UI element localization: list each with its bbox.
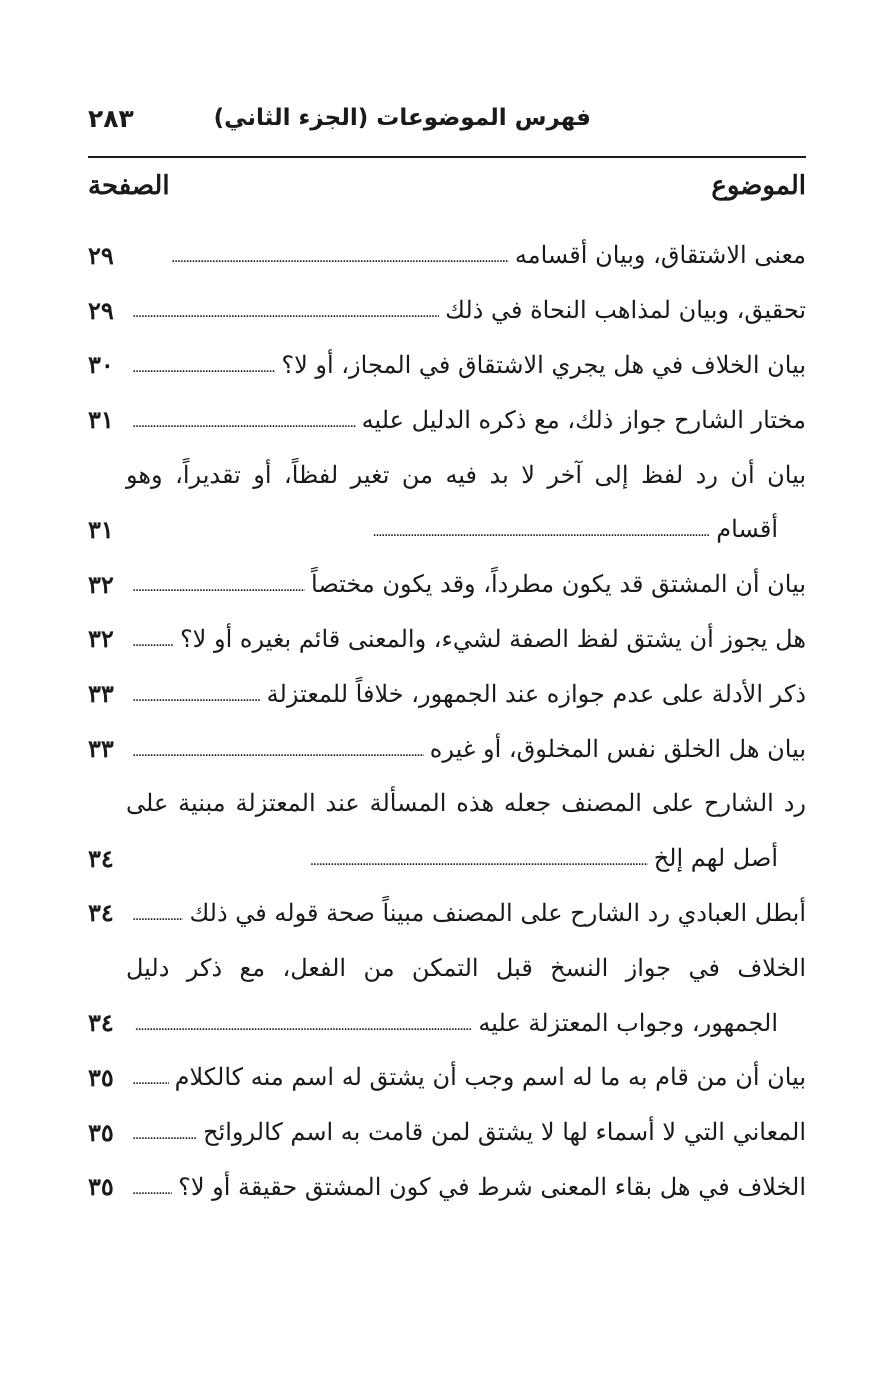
toc-page: ٣١ bbox=[88, 514, 114, 544]
toc-row bbox=[88, 831, 806, 886]
toc-page: ٣٤ bbox=[88, 843, 114, 873]
toc-text: تحقيق، وبيان لمذاهب النحاة في ذلك bbox=[445, 296, 806, 325]
toc-row bbox=[88, 1160, 806, 1215]
column-topic: الموضوع bbox=[711, 171, 806, 201]
toc-row bbox=[88, 721, 806, 776]
page-number: ٢٨٣ bbox=[88, 103, 134, 133]
toc-text: هل يجوز أن يشتق لفظ الصفة لشيء، والمعنى قائم بغيره أو لا؟ bbox=[179, 624, 806, 653]
document-page bbox=[88, 0, 806, 1382]
toc-row bbox=[88, 940, 806, 995]
page-title: فهرس الموضوعات (الجزء الثاني) bbox=[213, 105, 591, 131]
toc-page: ٣٤ bbox=[88, 1008, 114, 1038]
toc-row bbox=[88, 283, 806, 338]
leader-dots bbox=[132, 1008, 472, 1038]
toc-page: ٣٥ bbox=[88, 1172, 114, 1202]
toc-row bbox=[88, 557, 806, 612]
leader-dots bbox=[132, 624, 174, 654]
toc-row bbox=[88, 338, 806, 393]
leader-dots bbox=[132, 295, 439, 325]
toc-row bbox=[88, 776, 806, 831]
toc-page: ٢٩ bbox=[88, 240, 114, 270]
toc-row bbox=[88, 1050, 806, 1105]
leader-dots bbox=[132, 898, 183, 928]
toc-text: مختار الشارح جواز ذلك، مع ذكره الدليل عليه bbox=[361, 405, 806, 434]
toc-text: المعاني التي لا أسماء لها لا يشتق لمن قامت به اسم كالروائح bbox=[203, 1118, 806, 1147]
toc-page: ٢٩ bbox=[88, 295, 114, 325]
leader-dots bbox=[132, 514, 710, 544]
toc-text: أبطل العبادي رد الشارح على المصنف مبيناً صحة قوله في ذلك bbox=[189, 898, 806, 927]
toc-text: أصل لهم إلخ bbox=[653, 844, 778, 873]
toc-row bbox=[88, 392, 806, 447]
leader-dots bbox=[132, 679, 261, 709]
toc-text: معنى الاشتقاق، وبيان أقسامه bbox=[514, 241, 806, 270]
toc-text: أقسام bbox=[716, 515, 778, 544]
toc-page: ٣٢ bbox=[88, 624, 114, 654]
leader-dots bbox=[132, 1117, 197, 1147]
leader-dots bbox=[132, 240, 509, 270]
toc-text: الخلاف في هل بقاء المعنى شرط في كون المشتق حقيقة أو لا؟ bbox=[178, 1172, 806, 1201]
leader-dots bbox=[132, 405, 356, 435]
toc-page: ٣٥ bbox=[88, 1117, 114, 1147]
column-page: الصفحة bbox=[88, 171, 170, 201]
toc-page: ٣٤ bbox=[88, 898, 114, 928]
leader-dots bbox=[132, 1062, 169, 1092]
toc-row bbox=[88, 995, 806, 1050]
page-header bbox=[88, 98, 806, 138]
toc-row bbox=[88, 228, 806, 283]
toc-row bbox=[88, 447, 806, 502]
toc-page: ٣١ bbox=[88, 405, 114, 435]
toc-text: رد الشارح على المصنف جعله هذه المسألة عند المعتزلة مبنية على bbox=[126, 789, 806, 818]
leader-dots bbox=[132, 569, 305, 599]
leader-dots bbox=[132, 843, 648, 873]
toc-text: الخلاف في جواز النسخ قبل التمكن من الفعل، مع ذكر دليل bbox=[126, 953, 806, 982]
toc-text: بيان أن المشتق قد يكون مطرداً، وقد يكون مختصاً bbox=[311, 570, 806, 599]
toc-text: الجمهور، وجواب المعتزلة عليه bbox=[478, 1008, 778, 1037]
toc-text: بيان أن رد لفظ إلى آخر لا بد فيه من تغير لفظاً، أو تقديراً، وهو bbox=[126, 460, 807, 489]
toc-text: بيان هل الخلق نفس المخلوق، أو غيره bbox=[429, 734, 806, 763]
column-headers bbox=[88, 164, 806, 208]
header-rule bbox=[88, 156, 806, 158]
toc-text: ذكر الأدلة على عدم جوازه عند الجمهور، خلافاً للمعتزلة bbox=[266, 679, 806, 708]
toc-page: ٣٥ bbox=[88, 1062, 114, 1092]
toc-page: ٣٣ bbox=[88, 679, 114, 709]
leader-dots bbox=[132, 734, 424, 764]
toc-row bbox=[88, 666, 806, 721]
toc-row bbox=[88, 1105, 806, 1160]
toc-page: ٣٢ bbox=[88, 569, 114, 599]
toc-text: بيان أن من قام به ما له اسم وجب أن يشتق له اسم منه كالكلام bbox=[174, 1063, 806, 1092]
toc-entries bbox=[88, 228, 806, 1214]
toc-page: ٣٣ bbox=[88, 734, 114, 764]
leader-dots bbox=[132, 350, 275, 380]
toc-row bbox=[88, 612, 806, 667]
toc-row bbox=[88, 502, 806, 557]
leader-dots bbox=[132, 1172, 172, 1202]
toc-row bbox=[88, 886, 806, 941]
toc-page: ٣٠ bbox=[88, 350, 114, 380]
toc-text: بيان الخلاف في هل يجري الاشتقاق في المجاز، أو لا؟ bbox=[281, 350, 806, 379]
